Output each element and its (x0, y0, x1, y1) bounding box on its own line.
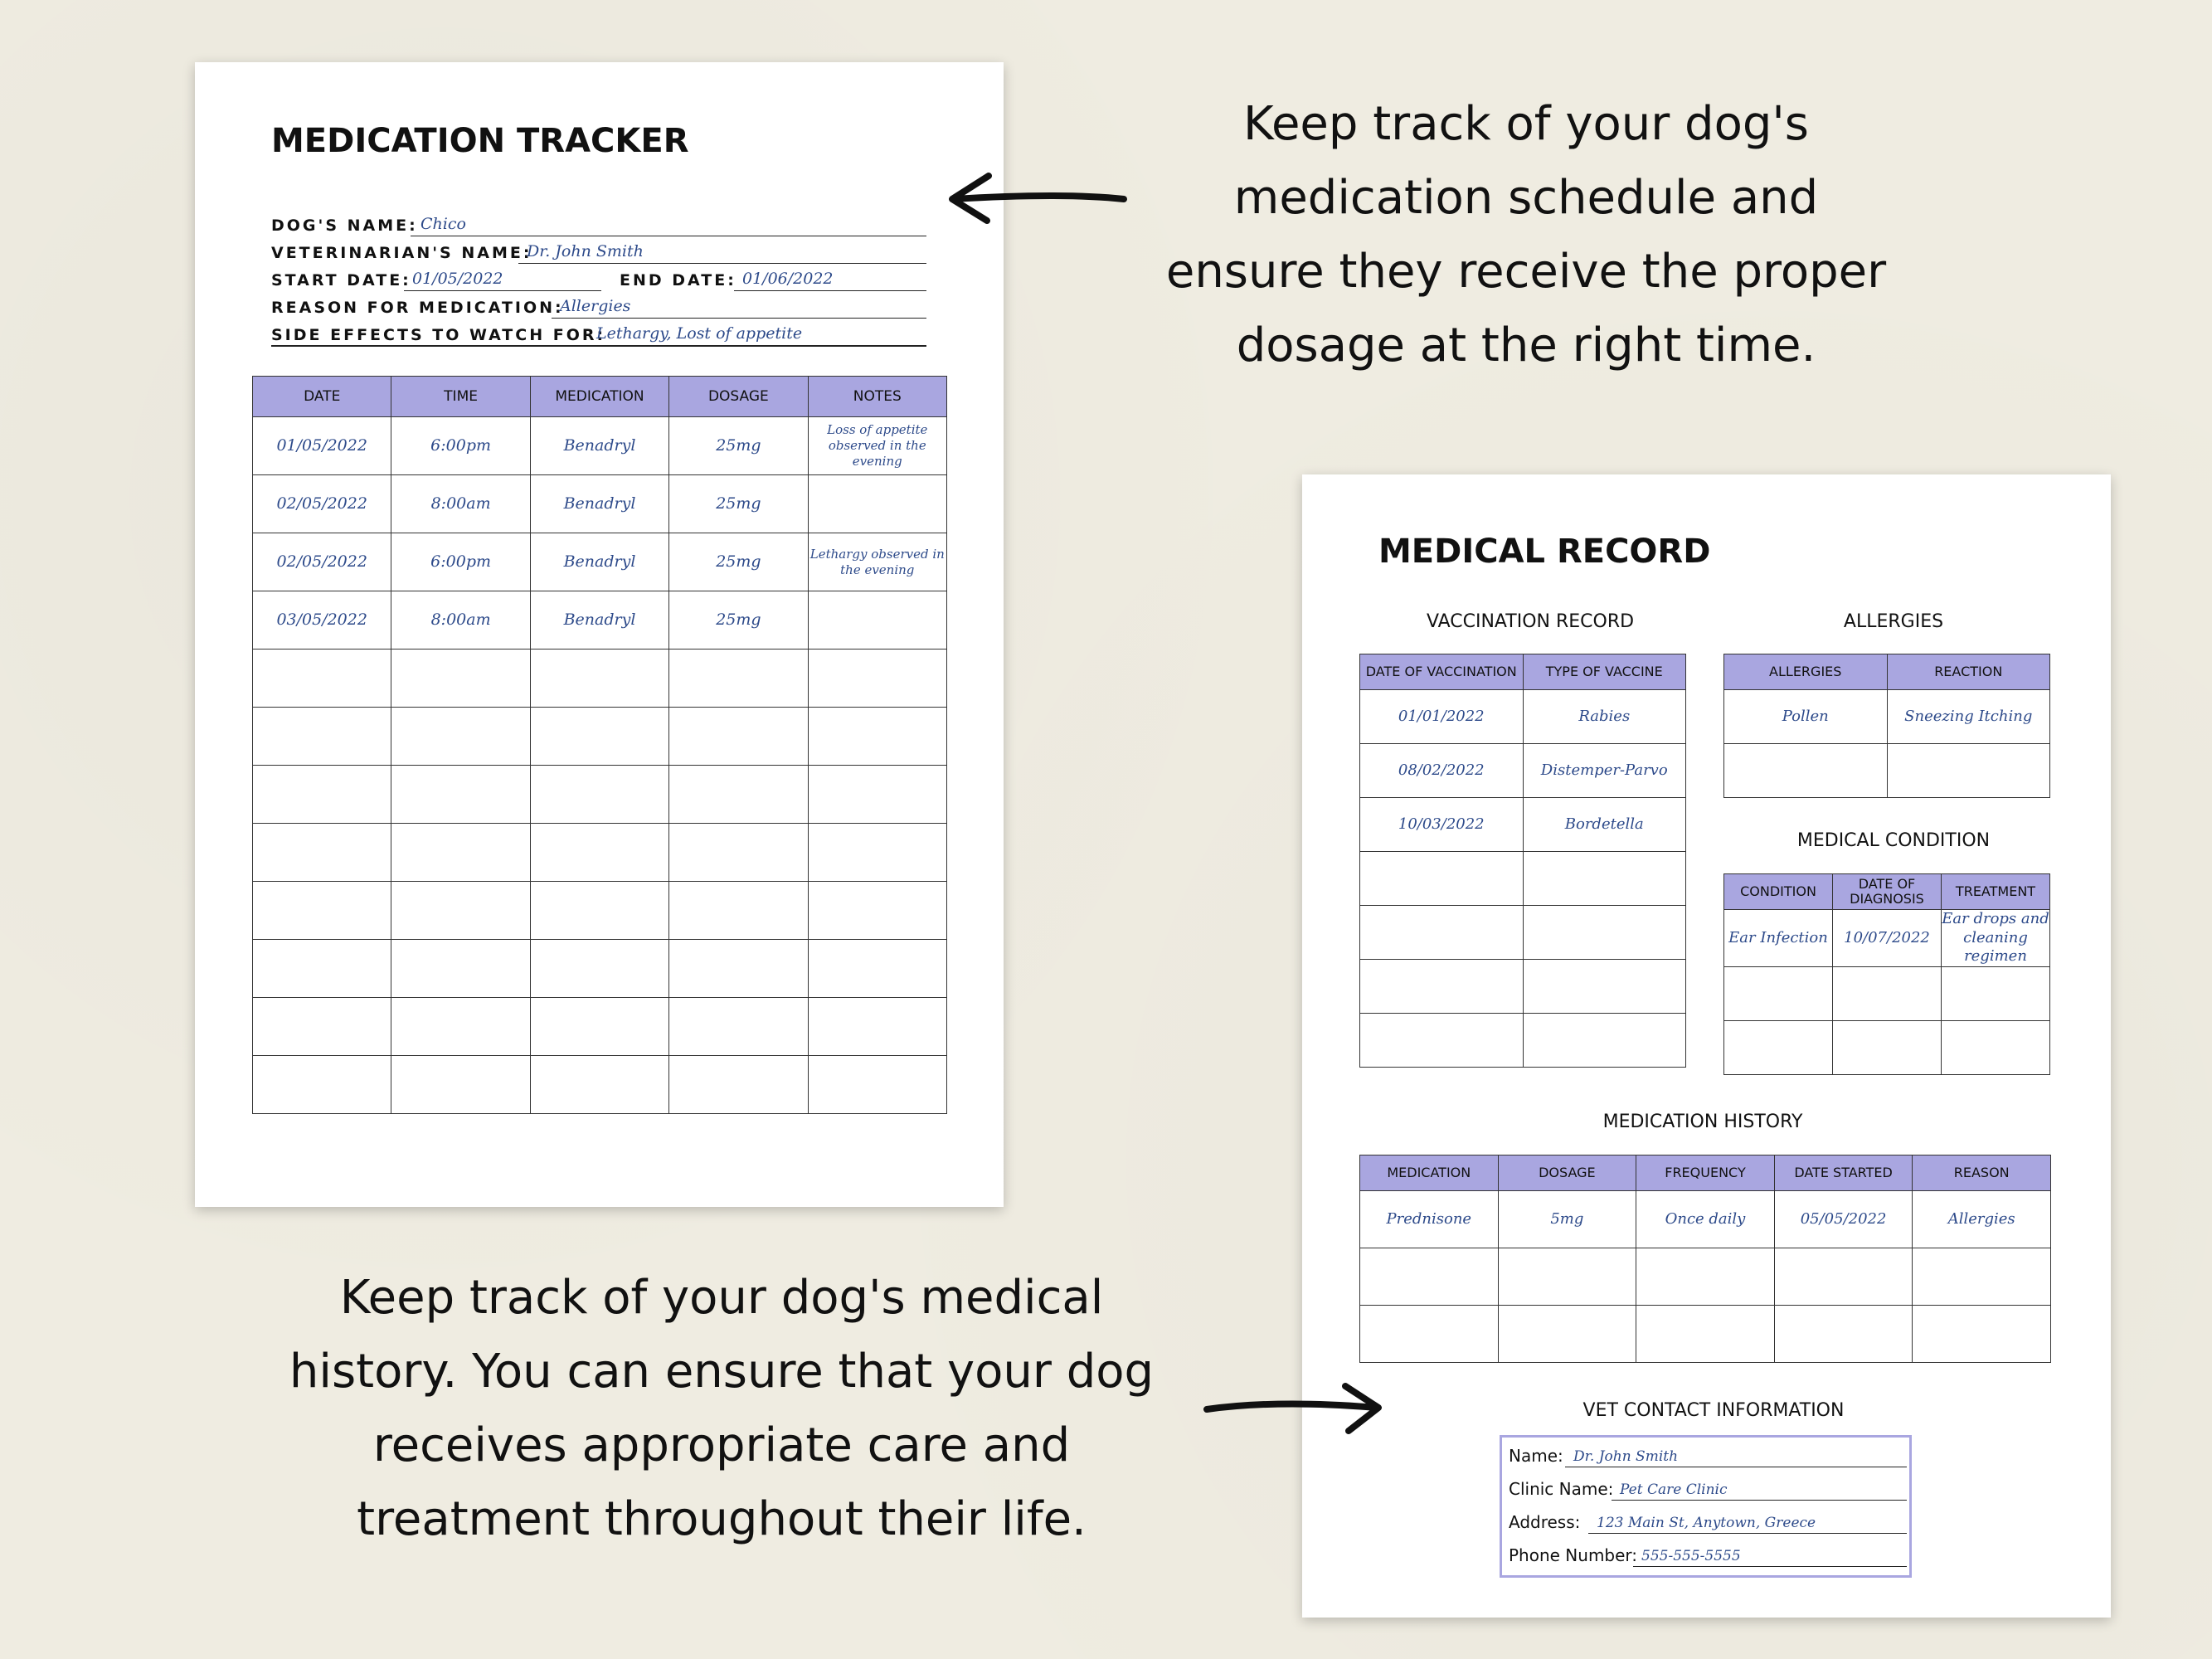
medication-history-cell: 5mg (1498, 1191, 1636, 1248)
medication-log-cell (530, 882, 668, 940)
medication-history-header-cell: FREQUENCY (1636, 1155, 1775, 1191)
medication-log-cell: Lethargy observed in the evening (808, 533, 946, 591)
medical-condition-table (1723, 873, 2050, 1075)
medication-log-header-cell: MEDICATION (530, 377, 668, 417)
table-row (1360, 744, 1686, 798)
table-row (1360, 690, 1686, 744)
side-effects-label: SIDE EFFECTS TO WATCH FOR: (271, 326, 606, 344)
medication-log-table (252, 376, 947, 1114)
vet-name-field (271, 237, 926, 264)
allergies-table (1723, 654, 2050, 798)
vaccination-cell (1523, 960, 1686, 1014)
medication-history-cell: 05/05/2022 (1774, 1191, 1913, 1248)
table-row (253, 649, 947, 708)
medication-history-cell (1636, 1306, 1775, 1363)
medication-log-cell (808, 940, 946, 998)
allergies-header-cell: REACTION (1887, 654, 2050, 690)
table-row (1360, 1014, 1686, 1068)
vet-name-label: VETERINARIAN'S NAME: (271, 244, 532, 262)
medication-history-table (1359, 1155, 2051, 1363)
end-date-value: 01/06/2022 (742, 270, 834, 288)
dogs-name-value: Chico (421, 215, 466, 233)
vaccination-cell: Rabies (1523, 690, 1686, 744)
table-row (253, 1056, 947, 1114)
medication-log-cell (253, 649, 391, 708)
reason-label: REASON FOR MEDICATION: (271, 299, 564, 317)
medication-log-header-cell: NOTES (808, 377, 946, 417)
caption-line: medication schedule and (1233, 171, 1819, 225)
table-row (1724, 910, 2050, 967)
medical-condition-cell: 10/07/2022 (1833, 910, 1942, 967)
reason-field (271, 292, 926, 319)
medication-history-cell: Once daily (1636, 1191, 1775, 1248)
vaccination-cell (1360, 960, 1524, 1014)
vaccination-heading: VACCINATION RECORD (1426, 611, 1635, 632)
medication-log-cell (669, 1056, 808, 1114)
medication-log-cell (391, 1056, 530, 1114)
medication-log-cell (808, 766, 946, 824)
table-row (253, 882, 947, 940)
medication-log-cell (808, 1056, 946, 1114)
table-row (1360, 1306, 2051, 1363)
table-row (253, 766, 947, 824)
medical-condition-cell (1833, 966, 1942, 1020)
vaccination-cell (1523, 906, 1686, 960)
medication-log-cell (530, 998, 668, 1056)
vaccination-cell (1360, 852, 1524, 906)
medical-condition-cell: Ear Infection (1724, 910, 1833, 967)
vet-contact-phone-value: 555-555-5555 (1641, 1548, 1741, 1564)
medication-log-cell: 6:00pm (391, 417, 530, 475)
medication-log-cell: 02/05/2022 (253, 475, 391, 533)
medication-log-cell (808, 824, 946, 882)
caption-line: Keep track of your dog's (1243, 97, 1809, 151)
table-row (1360, 906, 1686, 960)
vet-name-value: Dr. John Smith (527, 242, 644, 260)
medication-log-cell (669, 882, 808, 940)
medication-log-cell: Benadryl (530, 417, 668, 475)
end-date-label: END DATE: (620, 271, 737, 289)
medication-log-cell (391, 649, 530, 708)
medication-log-cell (253, 998, 391, 1056)
medication-log-cell: 02/05/2022 (253, 533, 391, 591)
vet-contact-name-value: Dr. John Smith (1573, 1448, 1679, 1465)
allergies-cell: Sneezing Itching (1887, 690, 2050, 744)
medical-condition-header-cell: DATE OF DIAGNOSIS (1833, 874, 1942, 910)
vet-contact-address-row (1509, 1509, 1907, 1534)
allergies-cell: Pollen (1724, 690, 1888, 744)
medication-log-cell: Loss of appetite observed in the evening (808, 417, 946, 475)
medical-condition-header-cell: TREATMENT (1942, 874, 2050, 910)
reason-value: Allergies (560, 297, 631, 315)
medication-log-cell (669, 940, 808, 998)
medication-log-cell (530, 649, 668, 708)
medical-condition-cell (1833, 1020, 1942, 1074)
vaccination-cell: 10/03/2022 (1360, 798, 1524, 852)
vet-contact-address-label: Address: (1509, 1512, 1581, 1532)
caption-line: history. You can ensure that your dog (289, 1345, 1155, 1399)
medication-log-cell: Benadryl (530, 591, 668, 649)
table-row (1724, 1020, 2050, 1074)
medication-log-cell (669, 998, 808, 1056)
side-effects-field (271, 319, 926, 346)
table-row (1724, 690, 2050, 744)
medication-log-cell (530, 1056, 668, 1114)
table-row (1724, 744, 2050, 798)
medication-log-header-cell: DOSAGE (669, 377, 808, 417)
medication-log-cell (530, 766, 668, 824)
medication-log-cell (391, 998, 530, 1056)
medication-history-cell (1360, 1248, 1499, 1306)
table-row (1724, 966, 2050, 1020)
medical-record-title: MEDICAL RECORD (1378, 533, 1711, 571)
medication-history-cell: Allergies (1913, 1191, 2051, 1248)
table-row (253, 708, 947, 766)
medication-log-cell (530, 708, 668, 766)
medication-log-cell (253, 766, 391, 824)
vaccination-cell (1360, 906, 1524, 960)
medical-record-sheet (1302, 474, 2111, 1618)
medication-log-cell (253, 824, 391, 882)
medication-log-cell (669, 766, 808, 824)
medication-log-cell: Benadryl (530, 475, 668, 533)
table-row (1360, 1248, 2051, 1306)
arrow-left-icon (937, 166, 1136, 232)
side-effects-value: Lethargy, Lost of appetite (596, 324, 803, 343)
medication-tracker-title: MEDICATION TRACKER (271, 122, 689, 160)
caption-line: Keep track of your dog's medical (339, 1271, 1104, 1325)
medication-log-cell (391, 766, 530, 824)
medication-log-cell (391, 940, 530, 998)
medication-history-header-cell: REASON (1913, 1155, 2051, 1191)
vet-contact-clinic-row (1509, 1476, 1907, 1501)
table-row (253, 824, 947, 882)
medication-log-cell (669, 649, 808, 708)
table-row (253, 417, 947, 475)
medication-log-cell (253, 1056, 391, 1114)
medication-log-cell: 25mg (669, 591, 808, 649)
dogs-name-field (271, 210, 926, 236)
medical-condition-heading: MEDICAL CONDITION (1796, 830, 1991, 851)
medication-log-cell (253, 940, 391, 998)
medication-log-cell (808, 475, 946, 533)
medication-history-header-cell: DOSAGE (1498, 1155, 1636, 1191)
medication-history-cell (1498, 1306, 1636, 1363)
medication-log-cell (808, 649, 946, 708)
vet-contact-name-label: Name: (1509, 1446, 1563, 1466)
medication-history-cell (1913, 1306, 2051, 1363)
divider (271, 345, 926, 347)
caption-line: receives appropriate care and (372, 1418, 1071, 1472)
medication-history-cell (1636, 1248, 1775, 1306)
table-row (1360, 798, 1686, 852)
medication-log-cell: 01/05/2022 (253, 417, 391, 475)
medication-log-cell: 8:00am (391, 591, 530, 649)
medication-log-cell (669, 708, 808, 766)
date-range-field (271, 265, 926, 291)
allergies-cell (1887, 744, 2050, 798)
medication-history-heading: MEDICATION HISTORY (1602, 1112, 1803, 1132)
vaccination-cell: Bordetella (1523, 798, 1686, 852)
vaccination-table (1359, 654, 1686, 1068)
vet-contact-phone-row (1509, 1542, 1907, 1567)
medication-log-cell (253, 708, 391, 766)
medical-condition-cell (1942, 1020, 2050, 1074)
table-row (253, 475, 947, 533)
vet-contact-heading: VET CONTACT INFORMATION (1582, 1400, 1845, 1421)
caption-line: dosage at the right time. (1236, 319, 1816, 372)
vaccination-cell: 08/02/2022 (1360, 744, 1524, 798)
medication-history-cell (1913, 1248, 2051, 1306)
start-date-value: 01/05/2022 (412, 270, 503, 288)
vaccination-cell (1523, 852, 1686, 906)
medication-history-header-cell: DATE STARTED (1774, 1155, 1913, 1191)
medication-log-cell: 8:00am (391, 475, 530, 533)
vaccination-cell: Distemper-Parvo (1523, 744, 1686, 798)
medication-log-header-cell: DATE (253, 377, 391, 417)
caption-medication (1153, 87, 1899, 382)
table-row (1360, 852, 1686, 906)
medication-history-cell: Prednisone (1360, 1191, 1499, 1248)
caption-line: ensure they receive the proper (1165, 245, 1887, 299)
medication-log-header-cell: TIME (391, 377, 530, 417)
table-row (1360, 960, 1686, 1014)
table-row (253, 998, 947, 1056)
medication-log-cell (391, 882, 530, 940)
arrow-right-icon (1194, 1381, 1393, 1447)
vet-contact-clinic-label: Clinic Name: (1509, 1479, 1614, 1499)
table-row (253, 591, 947, 649)
medication-log-cell: 03/05/2022 (253, 591, 391, 649)
vet-contact-clinic-value: Pet Care Clinic (1620, 1481, 1728, 1498)
medication-log-cell (391, 708, 530, 766)
caption-medical-history (265, 1261, 1178, 1556)
medication-log-cell (530, 940, 668, 998)
allergies-cell (1724, 744, 1888, 798)
medication-log-cell (808, 998, 946, 1056)
medical-condition-cell (1724, 966, 1833, 1020)
dogs-name-label: DOG'S NAME: (271, 216, 418, 235)
table-row (253, 533, 947, 591)
medication-history-header-cell: MEDICATION (1360, 1155, 1499, 1191)
medication-log-cell (669, 824, 808, 882)
medical-condition-cell (1724, 1020, 1833, 1074)
allergies-heading: ALLERGIES (1843, 611, 1944, 632)
medication-log-cell (808, 882, 946, 940)
caption-line: treatment throughout their life. (357, 1492, 1087, 1546)
medication-tracker-sheet (195, 62, 1004, 1207)
medication-log-cell (808, 591, 946, 649)
table-row (253, 940, 947, 998)
medication-history-cell (1498, 1248, 1636, 1306)
medication-log-cell: 25mg (669, 475, 808, 533)
allergies-header-cell: ALLERGIES (1724, 654, 1888, 690)
medication-log-cell: 6:00pm (391, 533, 530, 591)
vaccination-cell (1360, 1014, 1524, 1068)
medical-condition-cell (1942, 966, 2050, 1020)
medication-log-cell: 25mg (669, 533, 808, 591)
medication-log-cell (530, 824, 668, 882)
vet-contact-box (1500, 1435, 1912, 1578)
vet-contact-address-value: 123 Main St, Anytown, Greece (1597, 1515, 1816, 1531)
medication-log-cell (391, 824, 530, 882)
table-row (1360, 1191, 2051, 1248)
vaccination-cell: 01/01/2022 (1360, 690, 1524, 744)
medical-condition-cell: Ear drops and cleaning regimen (1942, 910, 2049, 965)
medication-history-cell (1360, 1306, 1499, 1363)
medication-log-cell: 25mg (669, 417, 808, 475)
vaccination-header-cell: TYPE OF VACCINE (1523, 654, 1686, 690)
vaccination-cell (1523, 1014, 1686, 1068)
medication-log-cell (808, 708, 946, 766)
medication-log-cell: Benadryl (530, 533, 668, 591)
medication-history-cell (1774, 1248, 1913, 1306)
vet-contact-name-row (1509, 1443, 1907, 1467)
vaccination-header-cell: DATE OF VACCINATION (1360, 654, 1524, 690)
medication-log-cell (253, 882, 391, 940)
start-date-label: START DATE: (271, 271, 411, 289)
medication-history-cell (1774, 1306, 1913, 1363)
vet-contact-phone-label: Phone Number: (1509, 1545, 1638, 1565)
medical-condition-header-cell: CONDITION (1724, 874, 1833, 910)
